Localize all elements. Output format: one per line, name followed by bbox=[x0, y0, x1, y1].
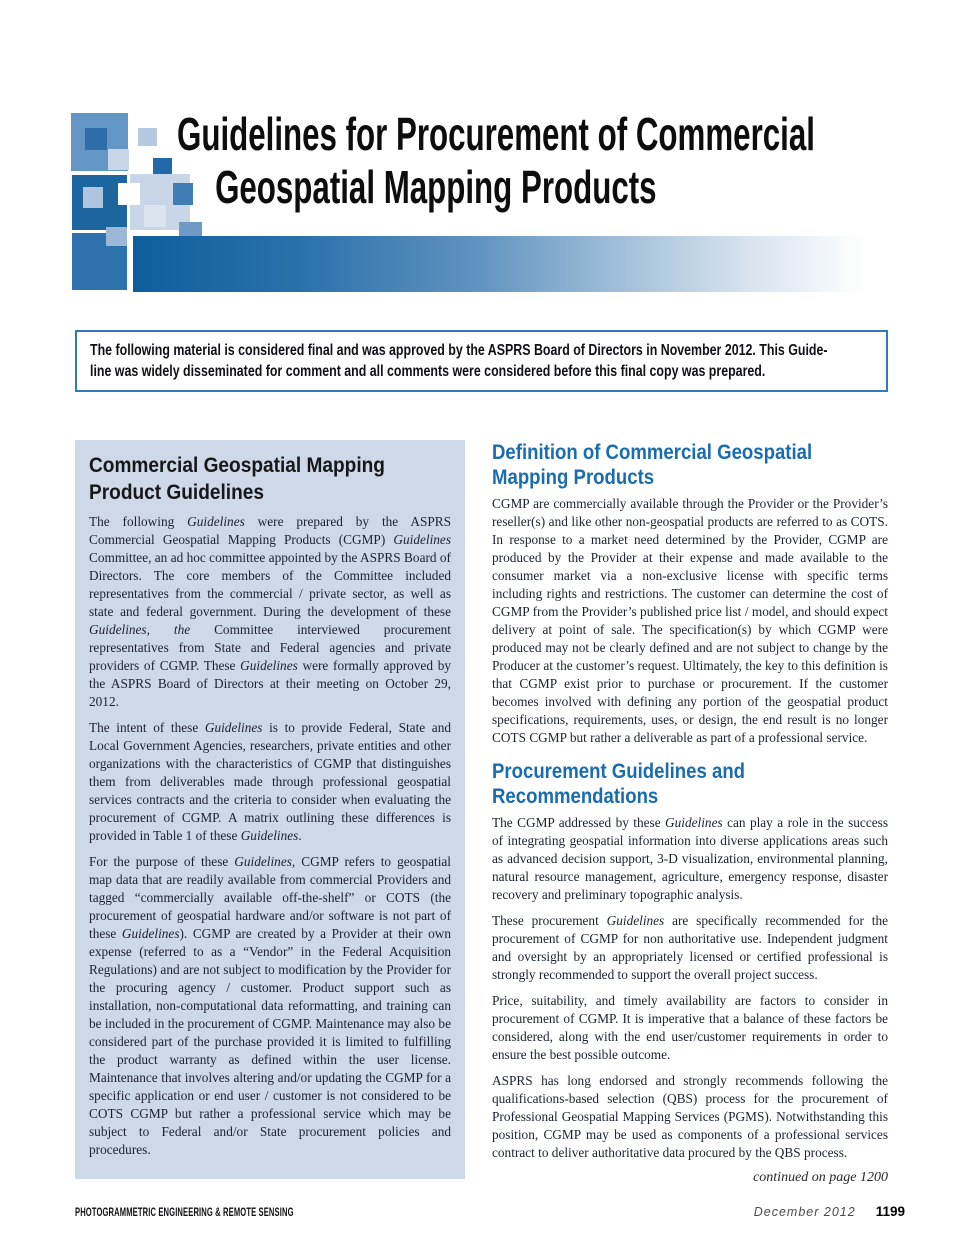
section-heading-cgmp-guidelines: Commercial Geospatial Mapping Product Guidelines bbox=[89, 454, 385, 504]
page-title bbox=[177, 108, 815, 214]
main-column bbox=[492, 440, 888, 1186]
body-paragraph: The CGMP addressed by these Guidelines can play a role in the success of integrating geospatial information into diverse applications areas such as advanced decision support, 3-D visualization, environmental planning, natural resource management, agriculture, emergency response, disaster recovery and preliminary topographic analysis. bbox=[492, 815, 888, 902]
page-title-line2: Geospatial Mapping Products bbox=[215, 161, 657, 213]
mosaic-square bbox=[138, 128, 157, 146]
approval-notice-line: line was widely disseminated for comment and all comments were considered before this final copy was prepared. bbox=[90, 363, 766, 380]
continued-note: continued on page 1200 bbox=[753, 1170, 888, 1185]
page-title-line1: Guidelines for Procurement of Commercial bbox=[177, 108, 815, 160]
mosaic-square bbox=[83, 187, 103, 208]
footer-journal-name: PHOTOGRAMMETRIC ENGINEERING & REMOTE SENSING bbox=[75, 1207, 294, 1219]
body-paragraph: These procurement Guidelines are specifically recommended for the procurement of CGMP for non authoritative use. Independent judgment and oversight by an appropriately licensed or certified professional is strongly recommended to support the overall project success. bbox=[492, 913, 889, 982]
mosaic-square bbox=[106, 227, 127, 246]
mosaic-square bbox=[85, 128, 107, 150]
body-paragraph: For the purpose of these Guidelines, CGMP refers to geospatial map data that are readily available from commercial Providers and tagged “commercially available off-the-shelf” or COTS (the procurement of geospatial hardware and/or software is not part of these Guidelines). CGMP are created by a Provider at their own expense (referred to as a “Vendor” in the Federal Acquisition Regulations) and are not subject to modification by the Provider for the procuring agency / customer. Product support such as installation, non-computational data reformatting, and training can be included in the procurement of CGMP. Maintenance may also be considered part of the purchase provided it is limited to fulfilling the product warranty as defined within the user license. Maintenance that involves altering and/or updating the CGMP for a specific application or end user / customer is not considered to be COTS CGMP but rather a professional service which may be subject to Federal and/or State procurement policies and procedures. bbox=[89, 854, 451, 1157]
approval-notice-box bbox=[75, 330, 888, 392]
section-heading-procurement: Procurement Guidelines and Recommendations bbox=[492, 760, 746, 808]
body-paragraph: The following Guidelines were prepared by the ASPRS Commercial Geospatial Mapping Products (CGMP) Guidelines Committee, an ad hoc committee appointed by the ASPRS Board of Directors. The core members of the Committee included representatives from the commercial / private sector, as well as state and federal government. During the development of these Guidelines, the Committee interviewed procurement representatives from State and Federal agencies and private providers of CGMP. These Guidelines were formally approved by the ASPRS Board of Directors at their meeting on October 29, 2012. bbox=[89, 514, 451, 709]
mosaic-square bbox=[108, 149, 129, 170]
header-gradient-bar bbox=[133, 236, 888, 292]
footer-issue-date: December 2012 bbox=[753, 1205, 856, 1219]
footer-right-group bbox=[754, 1204, 905, 1219]
article-body bbox=[75, 440, 888, 1186]
mosaic-square bbox=[118, 183, 140, 205]
approval-notice-line: The following material is considered final and was approved by the ASPRS Board of Directors in November 2012. This Guide- bbox=[90, 342, 828, 359]
mosaic-square bbox=[144, 205, 166, 227]
section-heading-definition: Definition of Commercial Geospatial Mapping Products bbox=[492, 441, 813, 489]
body-paragraph: ASPRS has long endorsed and strongly recommends following the qualifications-based selection (QBS) process for the procurement of Professional Geospatial Mapping Services (PGMS). Notwithstanding this position, CGMP may be used as components of a professional services contract to deliver authoritative data procured by the QBS process. bbox=[492, 1073, 888, 1160]
body-paragraph: The intent of these Guidelines is to provide Federal, State and Local Government Agencies, researchers, private entities and other organizations with the characteristics of CGMP that distinguishes them from deliverables made through professional geospatial services contracts and the criteria to consider when evaluating the procurement of CGMP. A matrix outlining these differences is provided in Table 1 of these Guidelines. bbox=[89, 720, 451, 843]
sidebar-guidelines-panel bbox=[75, 440, 465, 1179]
footer-page-number: 1199 bbox=[875, 1204, 905, 1219]
body-paragraph: CGMP are commercially available through the Provider or the Provider’s reseller(s) and like other non-geospatial products are referred to as COTS. In response to a market need determined by the Provider, CGMP are produced by the Provider at their expense and made available to the consumer market via a non-exclusive license with specific terms including rights and restrictions. The customer can determine the cost of CGMP from the Provider’s published price list / model, and should expect delivery at point of sale. The specification(s) by which CGMP were produced may not be clearly defined and are not subject to change by the Producer at the customer’s request. Ultimately, the key to this definition is that CGMP exist prior to purchase or procurement. If the customer becomes involved with defining any portion of the geospatial product specifications, requirements, uses, or design, the end result is no longer COTS CGMP but rather a deliverable as part of a professional service. bbox=[492, 496, 888, 745]
page-footer bbox=[75, 1204, 905, 1219]
body-paragraph: Price, suitability, and timely availability are factors to consider in procurement of CGMP. It is imperative that a balance of these factors be considered, along with the end user/customer requirements in order to ensure the best possible outcome. bbox=[492, 993, 888, 1062]
